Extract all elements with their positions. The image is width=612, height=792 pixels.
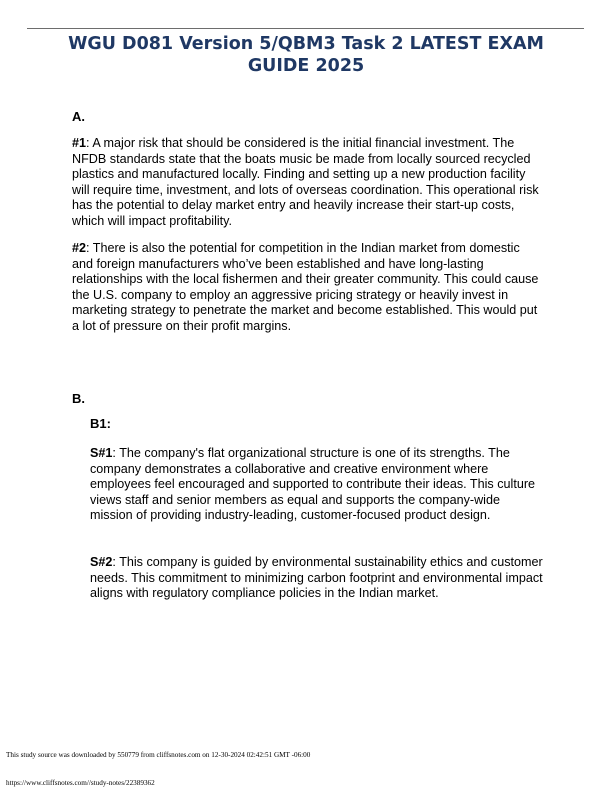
section-a-paragraph-2	[72, 241, 544, 334]
top-rule	[27, 28, 584, 29]
strength-2-text: : This company is guided by environmental sustainability ethics and customer needs. This commitment to minimizing carbon footprint and environmental impact aligns with regulatory compliance policies in the Indian market.	[90, 555, 543, 600]
page-title: WGU D081 Version 5/QBM3 Task 2 LATEST EXAM GUIDE 2025	[68, 34, 544, 76]
footer-source-note: This study source was downloaded by 550779 from cliffsnotes.com on 12-30-2024 02:42:51 GMT -06:00	[6, 751, 311, 759]
strength-2-label: S#2	[90, 555, 113, 569]
section-b1-subheading: B1:	[90, 416, 111, 431]
risk-2-label: #2	[72, 241, 87, 255]
section-a-paragraph-1	[72, 136, 544, 229]
risk-1-text: : A major risk that should be considered is the initial financial investment. The NFDB standards state that the boats music be made from locally sourced recycled plastics and manufactured locally. Finding and setting up a new production facility will require time, investment, and lots of overseas coordination. This operational risk has the potential to delay market entry and heavily increase their start-up costs, which will impact profitability.	[72, 136, 539, 228]
strength-1-label: S#1	[90, 446, 113, 460]
risk-2-text: : There is also the potential for competition in the Indian market from domestic and foreign manufacturers who’ve been established and have long-lasting relationships with the local fishermen and their greater community. This could cause the U.S. company to employ an aggressive pricing strategy or heavily invest in marketing strategy to penetrate the market and become established. This would put a lot of pressure on their profit margins.	[72, 241, 539, 333]
risk-1-label: #1	[72, 136, 87, 150]
section-a-heading: A.	[72, 109, 85, 124]
footer-url: https://www.cliffsnotes.com//study-notes/22389362	[6, 779, 155, 787]
strength-1-text: : The company's flat organizational structure is one of its strengths. The company demonstrates a collaborative and creative environment where employees feel encouraged and supported to contribute their ideas. This culture views staff and senior members as equal and supports the company-wide mission of providing industry-leading, customer-focused product design.	[90, 446, 536, 522]
section-b-heading: B.	[72, 391, 85, 406]
strength-1-paragraph	[90, 446, 544, 524]
strength-2-paragraph	[90, 555, 544, 602]
